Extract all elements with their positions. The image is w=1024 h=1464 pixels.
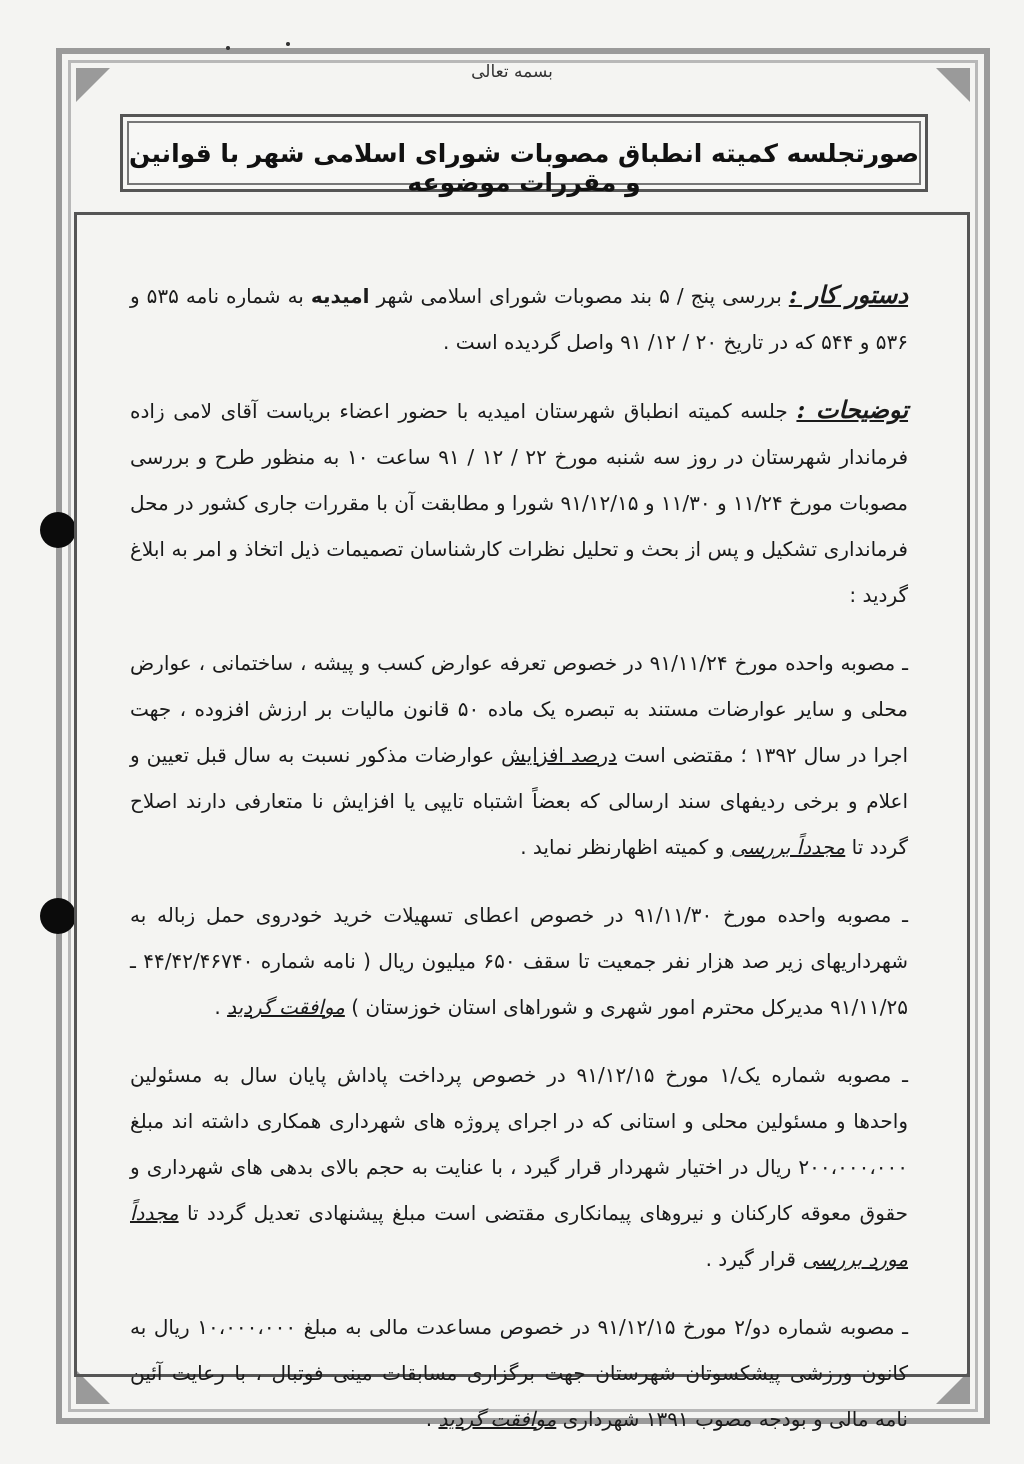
speck — [286, 42, 290, 46]
item-text: ـ مصوبه واحده مورخ ۹۱/۱۱/۲۴ در خصوص تعرفه عوارض کسب و پیشه ، ساختمانی ، عوارض محلی و سایر عوارضات مستند به تبصره یک ماده ۵۰ قانون مالیات بر ارزش افزوده ، جهت اجرا در سال ۱۳۹۲ ؛ مقتضی است — [130, 651, 909, 767]
agenda-label: دستور کار : — [788, 280, 909, 309]
item-text: عوارضات مذکور نسبت به سال قبل تعیین و اعلام و برخی ردیفهای سند ارسالی که بعضاً اشتباه تایپی یا افزایش نا متعارفی دارند اصلاح گردد تا — [130, 743, 908, 859]
invocation-heading: بسمه تعالی — [471, 62, 553, 82]
punch-hole — [40, 512, 76, 548]
item-text: . — [425, 1407, 433, 1431]
speck — [226, 46, 230, 50]
document-title: صورتجلسه کمیته انطباق مصوبات شورای اسلامی شهر با قوانین و مقررات موضوعه — [128, 139, 920, 197]
item-text: و کمیته اظهارنظر نماید . — [520, 835, 725, 859]
item-text: ـ مصوبه واحده مورخ ۹۱/۱۱/۳۰ در خصوص اعطای تسهیلات خرید خودروی حمل زباله به شهرداریهای زیر صد هزار نفر جمعیت تا سقف ۶۵۰ میلیون ریال ( نامه شماره ۴۴/۴۲/۴۶۷۴۰ ـ ۹۱/۱۱/۲۵ مدیرکل محترم امور شهری و شوراهای استان خوزستان ) — [130, 903, 908, 1019]
handwritten-note: مجدداً مورد بررسی — [130, 1201, 908, 1271]
item-text: ـ مصوبه شماره یک/۱ مورخ ۹۱/۱۲/۱۵ در خصوص پرداخت پاداش پایان سال به مسئولین واحدها و مسئولین محلی و استانی که در اجرای پروژه های شهرداری همکاری داشته اند مبلغ ۲۰۰،۰۰۰،۰۰۰ ریال در اختیار شهردار قرار گیرد ، با عنایت به حجم بالای بدهی های شهرداری و حقوق معوقه کارکنان و نیروهای پیمانکاری مقتضی است مبلغ پیشنهادی تعدیل گردد تا — [130, 1063, 909, 1225]
title-box — [120, 114, 928, 197]
notes-text: جلسه کمیته انطباق شهرستان امیدیه با حضور اعضاء بریاست آقای لامی زاده فرماندار شهرستان در روز سه شنبه مورخ ۲۲ / ۱۲ / ۹۱ ساعت ۱۰ به منظور طرح و بررسی مصوبات مورخ ۱۱/۲۴ و ۱۱/۳۰ و ۹۱/۱۲/۱۵ شورا و مطابقت آن با مقررات جاری کشور در محل فرمانداری تشکیل و پس از بحث و تحلیل نظرات کارشناسان تصمیمات ذیل اتخاذ و امر به ابلاغ گردید : — [130, 399, 909, 607]
item-text: . — [214, 995, 221, 1019]
item-text: ـ مصوبه شماره دو/۲ مورخ ۹۱/۱۲/۱۵ در خصوص مساعدت مالی به مبلغ ۱۰،۰۰۰،۰۰۰ ریال به کانون ورزشی پیشکسوتان شهرستان جهت برگزاری مسابقات مینی فوتبال ، با رعایت آئین نامه مالی و بودجه مصوب ۱۳۹۱ شهرداری — [130, 1315, 908, 1431]
agenda-text: بررسی پنج / ۵ بند مصوبات شورای اسلامی شهر — [376, 284, 782, 308]
handwritten-note: موافقت گردید — [227, 995, 345, 1019]
resolution-item — [130, 1052, 908, 1282]
city-name: امیدیه — [310, 284, 370, 308]
agenda-paragraph — [130, 272, 908, 365]
resolution-item — [130, 640, 908, 870]
resolution-item — [130, 1304, 908, 1442]
agenda-text-rest: به شماره نامه ۵۳۵ و ۵۳۶ و ۵۴۴ که در تاریخ ۲۰ / ۱۲/ ۹۱ واصل گردیده است . — [130, 284, 908, 354]
handwritten-note: موافقت گردید — [438, 1407, 557, 1431]
item-underlined: درصد افزایش — [501, 743, 617, 767]
handwritten-note: مجدداً بررسی — [730, 835, 846, 859]
resolution-item — [130, 892, 908, 1030]
punch-hole — [40, 898, 76, 934]
document-body — [130, 272, 908, 1464]
notes-paragraph — [130, 387, 908, 618]
notes-label: توضیحات : — [796, 395, 909, 424]
item-text: قرار گیرد . — [705, 1247, 796, 1271]
